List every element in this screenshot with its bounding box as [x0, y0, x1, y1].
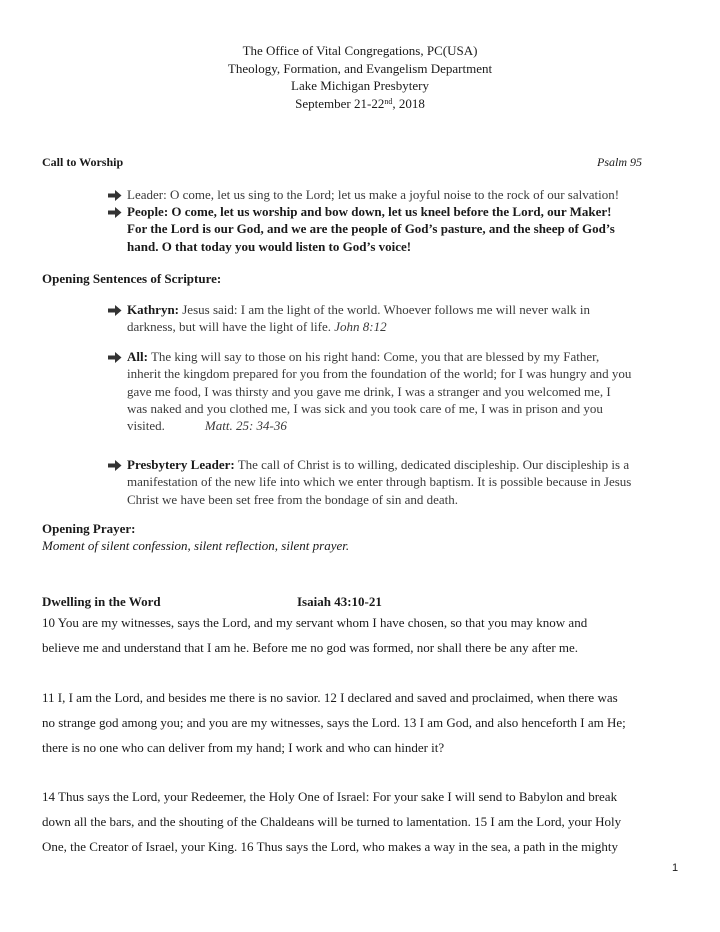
all-sentence: All: The king will say to those on his right hand: Come, you that are blessed by my Father, inherit the kingdom prepared for you from the foundation of the world; for I was hungry and you gave me food, I was thirsty and you gave me drink, I was a stranger and you welcomed me, I was naked and you clothed me, I was sick and you took care of me, I was in prison and you visited. Matt. 25: 34-36 [127, 349, 632, 434]
arrow-bullet-icon [108, 352, 122, 364]
header-date: September 21-22nd, 2018 [295, 95, 425, 111]
opening-prayer-heading: Opening Prayer: [42, 521, 136, 536]
document-header [0, 42, 720, 112]
header-line-2: Theology, Formation, and Evangelism Department [227, 60, 493, 76]
call-to-worship-heading: Call to Worship [42, 155, 124, 169]
header-line-3: Lake Michigan Presbytery [291, 78, 429, 93]
presbytery-leader-sentence: Presbytery Leader: The call of Christ is to willing, dedicated discipleship. Our discipleship is a manifestation of the new life into which we enter through baptism. It is possible because in Jesus Christ we have been set free from the bondage of sin and death. [127, 457, 632, 507]
scripture-paragraph-2: 11 I, I am the Lord, and besides me there is no savior. 12 I declared and saved and proclaimed, when there was no strange god among you; and you are my witnesses, says the Lord. 13 I am God, and also henceforth I am He; there is no one who can deliver from my hand; I work and who can hinder it? [42, 690, 626, 755]
scripture-paragraph-1: 10 You are my witnesses, says the Lord, and my servant whom I have chosen, so that you may know and believe me and understand that I am he. Before me no god was formed, nor shall there be any after me. [42, 615, 588, 655]
arrow-bullet-icon [108, 460, 122, 472]
page-number: 1 [672, 862, 679, 874]
opening-prayer-text: Moment of silent confession, silent reflection, silent prayer. [42, 538, 350, 553]
header-line-1: The Office of Vital Congregations, PC(USA) [242, 43, 478, 58]
leader-call: Leader: O come, let us sing to the Lord; let us make a joyful noise to the rock of our salvation! [127, 187, 620, 202]
dwelling-heading: Dwelling in the Word [42, 594, 161, 609]
scripture-paragraph-3: 14 Thus says the Lord, your Redeemer, the Holy One of Israel: For your sake I will send to Babylon and break down all the bars, and the shouting of the Chaldeans will be turned to lamentation. 15 I am the Lord, your Holy One, the Creator of Israel, your King. 16 Thus says the Lord, who makes a way in the sea, a path in the mighty [42, 789, 622, 854]
opening-sentences-heading: Opening Sentences of Scripture: [42, 271, 222, 286]
kathryn-sentence: Kathryn: Jesus said: I am the light of the world. Whoever follows me will never walk in darkness, but will have the light of life. John 8:12 [127, 302, 590, 335]
dwelling-reference: Isaiah 43:10-21 [297, 594, 382, 609]
arrow-bullet-icon [108, 305, 122, 317]
people-response: People: O come, let us worship and bow down, let us kneel before the Lord, our Maker! For the Lord is our God, and we are the people of God’s pasture, and the sheep of God’s hand. O that today you would listen to God’s voice! [127, 204, 615, 254]
arrow-bullet-icon [108, 190, 122, 202]
arrow-bullet-icon [108, 207, 122, 219]
call-to-worship-reference: Psalm 95 [597, 155, 642, 169]
